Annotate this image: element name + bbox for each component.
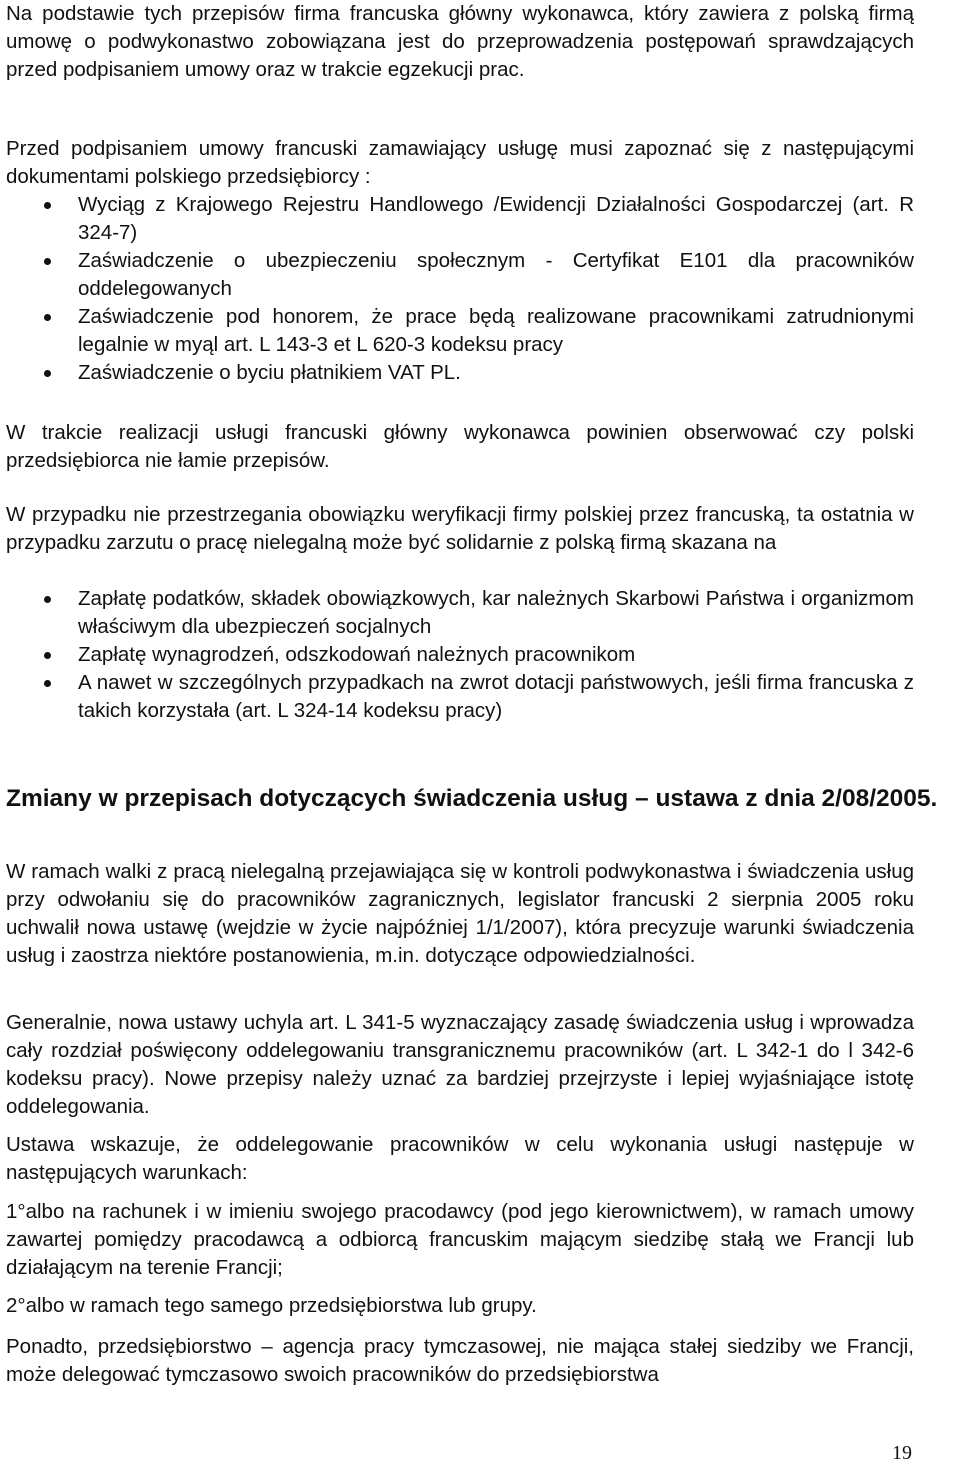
paragraph-required-documents: Przed podpisaniem umowy francuski zamawiający usługę musi zapoznać się z następującymi dokumentami polskiego przedsiębiorcy :: [6, 137, 914, 188]
paragraph-condition-1: 1°albo na rachunek i w imieniu swojego pracodawcy (pod jego kierownictwem), w ramach umowy zawartej pomiędzy pracodawcą a odbiorcą francuskim mającym siedzibę stałą we Francji lub działającym na terenie Francji;: [6, 1200, 914, 1279]
list-item-text: Zapłatę podatków, składek obowiązkowych, kar należnych Skarbowi Państwa i organizmom właściwym dla ubezpieczeń socjalnych: [78, 587, 914, 638]
list-item: [6, 359, 914, 387]
list-item: [6, 191, 914, 247]
list-item-text: Zaświadczenie o byciu płatnikiem VAT PL.: [78, 361, 461, 384]
bullet-icon: [44, 596, 51, 603]
paragraph-general: Generalnie, nowa ustawy uchyla art. L 341-5 wyznaczający zasadę świadczenia usług i wprowadza cały rozdział poświęcony oddelegowaniu transgranicznemu pracowników (art. L 342-1 do l 342-6 kodeksu pracy). Nowe przepisy należy uznać za bardziej przejrzyste i lepiej wyjaśniające istotę oddelegowania.: [6, 1011, 914, 1118]
list-item: [6, 247, 914, 303]
page-number: 19: [892, 1442, 912, 1464]
bullet-icon: [44, 314, 51, 321]
bullet-icon: [44, 202, 51, 209]
list-item-text: Zaświadczenie pod honorem, że prace będą realizowane pracownikami zatrudnionymi legalnie w myąl art. L 143-3 et L 620-3 kodeksu pracy: [78, 305, 914, 356]
paragraph-observation: W trakcie realizacji usługi francuski główny wykonawca powinien obserwować czy polski przedsiębiorca nie łamie przepisów.: [6, 421, 914, 472]
paragraph-temporary-agency: Ponadto, przedsiębiorstwo – agencja pracy tymczasowej, nie mająca stałej siedziby we Francji, może delegować tymczasowo swoich pracowników do przedsiębiorstwa: [6, 1335, 914, 1386]
list-item: [6, 669, 914, 725]
list-item-text: Zaświadczenie o ubezpieczeniu społecznym - Certyfikat E101 dla pracowników oddelegowanych: [78, 249, 914, 300]
list-item: [6, 641, 914, 669]
bullet-icon: [44, 680, 51, 687]
paragraph-new-law: W ramach walki z pracą nielegalną przejawiająca się w kontroli podwykonastwa i świadczenia usług przy odwołaniu się do pracowników zagranicznych, legislator francuski 2 sierpnia 2005 roku uchwalił nowa ustawę (wejdzie w życie najpóźniej 1/1/2007), która precyzuje warunki świadczenia usług i zaostrza niektóre postanowienia, m.in. dotyczące odpowiedzialności.: [6, 860, 914, 967]
paragraph-verification-duty: Na podstawie tych przepisów firma francuska główny wykonawca, który zawiera z polską firmą umowę o podwykonastwo zobowiązana jest do przeprowadzenia postępowań sprawdzających przed podpisaniem umowy oraz w trakcie egzekucji prac.: [6, 2, 914, 81]
list-item-text: Wyciąg z Krajowego Rejestru Handlowego /Ewidencji Działalności Gospodarczej (art. R 324-7): [78, 193, 914, 244]
bullet-icon: [44, 258, 51, 265]
required-documents-list: [6, 191, 914, 387]
bullet-icon: [44, 652, 51, 659]
list-item-text: Zapłatę wynagrodzeń, odszkodowań należnych pracownikom: [78, 643, 636, 666]
list-item: [6, 303, 914, 359]
bullet-icon: [44, 370, 51, 377]
paragraph-condition-2: 2°albo w ramach tego samego przedsiębiorstwa lub grupy.: [6, 1294, 537, 1317]
liability-list: [6, 585, 914, 725]
list-item-text: A nawet w szczególnych przypadkach na zwrot dotacji państwowych, jeśli firma francuska z takich korzystała (art. L 324-14 kodeksu pracy): [78, 671, 914, 722]
section-heading: Zmiany w przepisach dotyczących świadczenia usług – ustawa z dnia 2/08/2005.: [6, 785, 938, 812]
paragraph-conditions: Ustawa wskazuje, że oddelegowanie pracowników w celu wykonania usługi następuje w następujących warunkach:: [6, 1133, 914, 1184]
list-item: [6, 585, 914, 641]
paragraph-liability: W przypadku nie przestrzegania obowiązku weryfikacji firmy polskiej przez francuską, ta ostatnia w przypadku zarzutu o pracę nielegalną może być solidarnie z polską firmą skazana na: [6, 503, 914, 554]
